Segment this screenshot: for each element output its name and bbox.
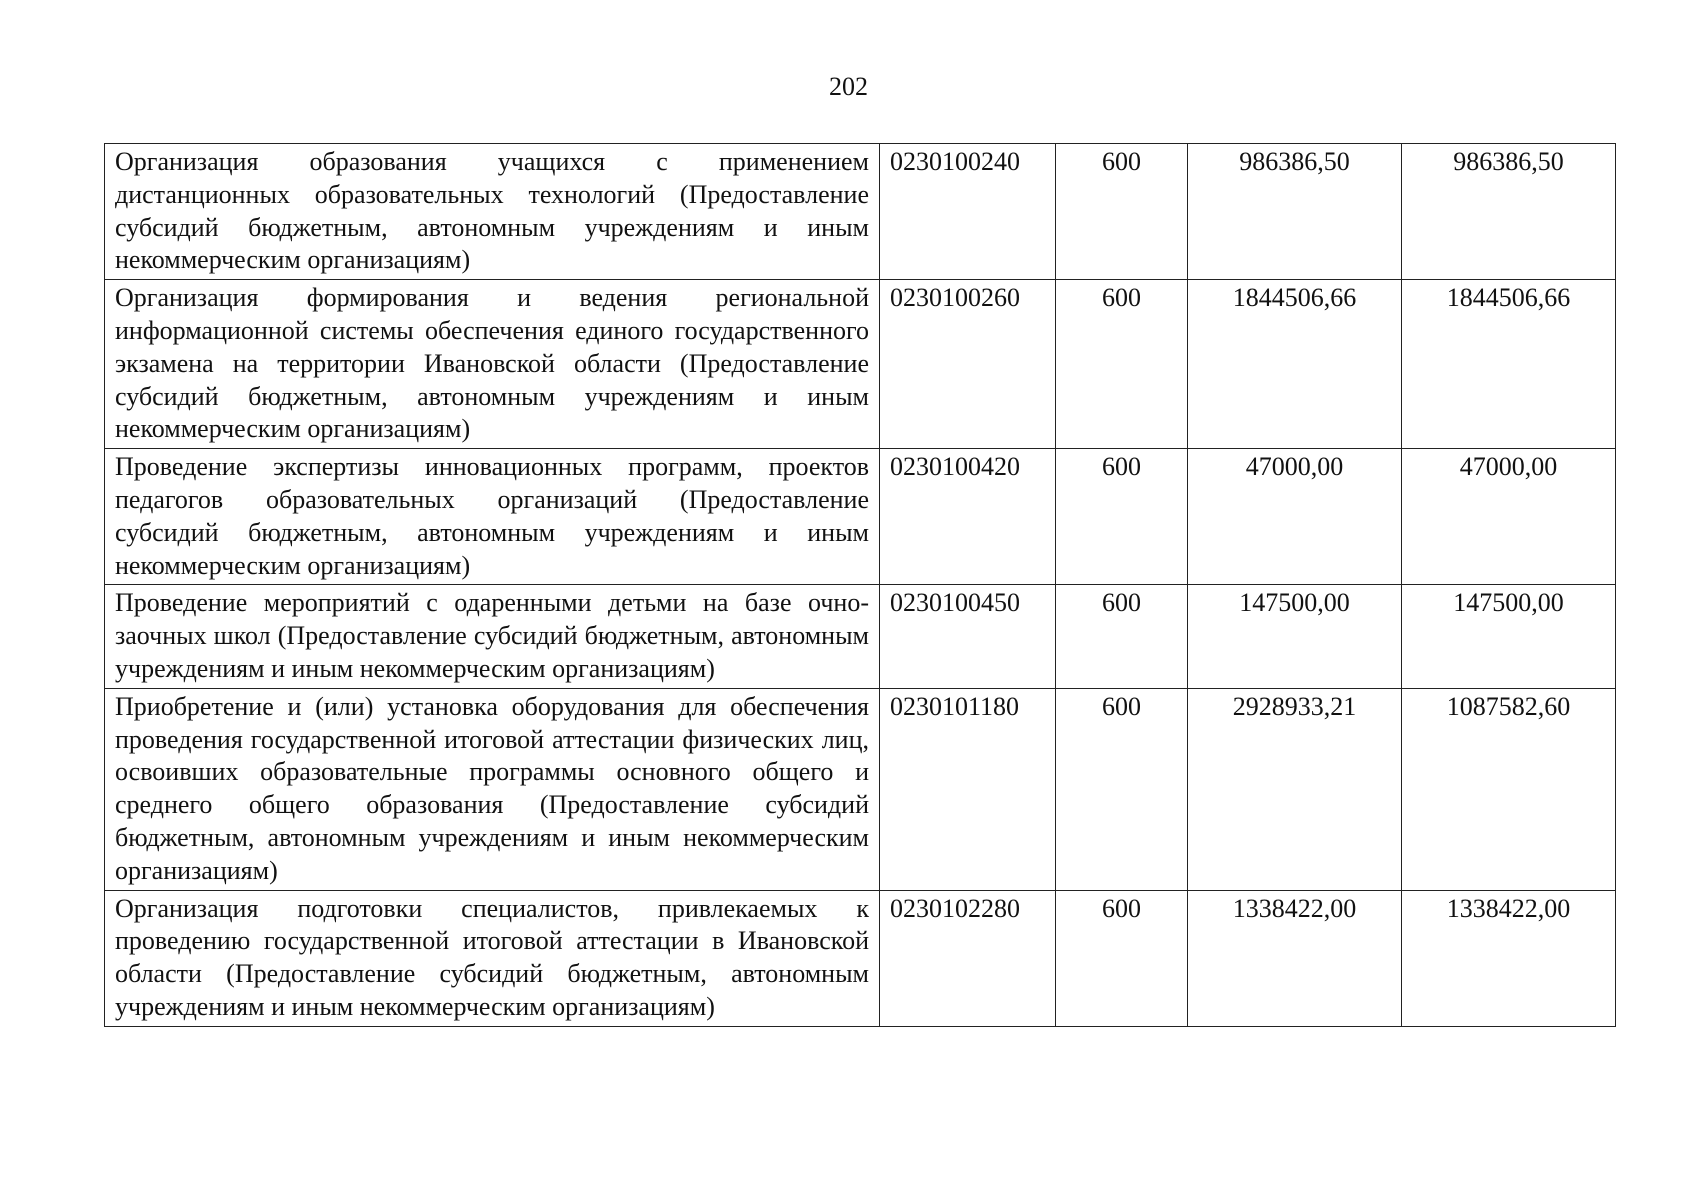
row-code: 0230101180 [880, 688, 1056, 890]
row-amount-2: 1087582,60 [1402, 688, 1616, 890]
row-amount-2: 986386,50 [1402, 144, 1616, 280]
budget-table [104, 143, 1616, 1027]
row-amount-1: 1338422,00 [1188, 890, 1402, 1026]
row-code: 0230100260 [880, 280, 1056, 449]
row-description: Организация формирования и ведения региональной информационной системы обеспечения единого государственного экзамена на территории Ивановской области (Предоставление субсидий бюджетным, автономным учреждениям и иным некоммерческим организациям) [105, 280, 880, 449]
table-row [105, 688, 1616, 890]
row-type: 600 [1056, 449, 1188, 585]
row-code: 0230100240 [880, 144, 1056, 280]
row-amount-2: 1338422,00 [1402, 890, 1616, 1026]
row-amount-1: 147500,00 [1188, 585, 1402, 688]
row-amount-1: 986386,50 [1188, 144, 1402, 280]
table-row [105, 449, 1616, 585]
row-amount-2: 147500,00 [1402, 585, 1616, 688]
row-type: 600 [1056, 890, 1188, 1026]
row-description: Проведение экспертизы инновационных программ, проектов педагогов образовательных организаций (Предоставление субсидий бюджетным, автономным учреждениям и иным некоммерческим организациям) [105, 449, 880, 585]
row-description: Проведение мероприятий с одаренными детьми на базе очно-заочных школ (Предоставление субсидий бюджетным, автономным учреждениям и иным некоммерческим организациям) [105, 585, 880, 688]
row-type: 600 [1056, 144, 1188, 280]
row-amount-2: 47000,00 [1402, 449, 1616, 585]
row-code: 0230102280 [880, 890, 1056, 1026]
row-type: 600 [1056, 688, 1188, 890]
row-type: 600 [1056, 585, 1188, 688]
page-number: 202 [829, 72, 868, 101]
row-code: 0230100450 [880, 585, 1056, 688]
table-row [105, 585, 1616, 688]
table-row [105, 890, 1616, 1026]
row-amount-1: 47000,00 [1188, 449, 1402, 585]
row-code: 0230100420 [880, 449, 1056, 585]
table-row [105, 144, 1616, 280]
row-amount-2: 1844506,66 [1402, 280, 1616, 449]
row-amount-1: 2928933,21 [1188, 688, 1402, 890]
row-description: Приобретение и (или) установка оборудования для обеспечения проведения государственной итоговой аттестации физических лиц, освоивших образовательные программы основного общего и среднего общего образования (Предоставление субсидий бюджетным, автономным учреждениям и иным некоммерческим организациям) [105, 688, 880, 890]
row-description: Организация образования учащихся с применением дистанционных образовательных технологий (Предоставление субсидий бюджетным, автономным учреждениям и иным некоммерческим организациям) [105, 144, 880, 280]
row-description: Организация подготовки специалистов, привлекаемых к проведению государственной итоговой аттестации в Ивановской области (Предоставление субсидий бюджетным, автономным учреждениям и иным некоммерческим организациям) [105, 890, 880, 1026]
row-amount-1: 1844506,66 [1188, 280, 1402, 449]
table-row [105, 280, 1616, 449]
row-type: 600 [1056, 280, 1188, 449]
